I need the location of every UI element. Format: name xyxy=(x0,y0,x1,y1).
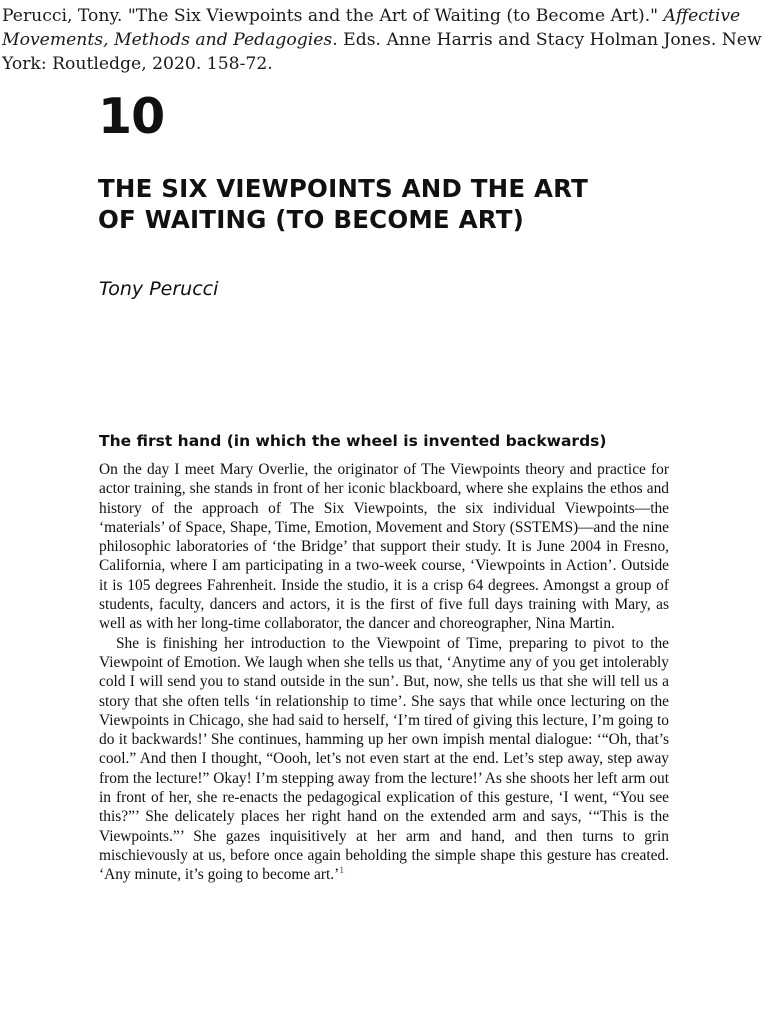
chapter-author: Tony Perucci xyxy=(99,278,219,300)
citation-header xyxy=(2,4,764,76)
section-heading: The first hand (in which the wheel is invented backwards) xyxy=(99,432,607,450)
footnote-link[interactable]: 1 xyxy=(339,866,344,877)
citation-text-end: . Eds. Anne Harris and Stacy Holman Jones. New York: Routledge, 2020. 158-72. xyxy=(2,30,762,74)
chapter-title-line-1: THE SIX VIEWPOINTS AND THE ART xyxy=(98,174,589,203)
chapter-title xyxy=(98,173,698,235)
citation-book-title: Affective Movements, Methods and Pedagogies xyxy=(2,6,741,50)
body-text xyxy=(99,460,669,885)
chapter-title-line-2: OF WAITING (TO BECOME ART) xyxy=(98,205,525,234)
citation-text-start: Perucci, Tony. "The Six Viewpoints and the Art of Waiting (to Become Art)." xyxy=(2,6,664,26)
paragraph-2-text: She is finishing her introduction to the Viewpoint of Time, preparing to pivot to the Viewpoint of Emotion. We laugh when she tells us that, ‘Anytime any of you get intolerably cold I will send you to stand outside in the sun’. But, now, she tells us that she will tell us a story that she often tells ‘in relationship to time’. She says that while once lecturing on the Viewpoints in Chicago, she had said to herself, ‘I’m tired of giving this lecture, I’m going to do it backwards!’ She continues, hamming up her own impish mental dialogue: ‘“Oh, that’s cool.” And then I thought, “Oooh, let’s not even start at the end. Let’s step away, step away from the lecture!” Okay! I’m stepping away from the lecture!’ As she shoots her left arm out in front of her, she re-enacts the pedagogical explication of this gesture, ‘I went, “You see this?”’ She delicately places her right hand on the extended arm and says, ‘“This is the Viewpoints.”’ She gazes inquisitively at her arm and hand, and then turns to grin mischievously at us, before once again beholding the simple shape this gesture has created. ‘Any minute, it’s going to become art.’ xyxy=(99,634,669,884)
paragraph-1: On the day I meet Mary Overlie, the originator of The Viewpoints theory and practice for actor training, she stands in front of her iconic blackboard, where she explains the ethos and history of the approach of The Six Viewpoints, the six individual Viewpoints—the ‘materials’ of Space, Shape, Time, Emotion, Movement and Story (SSTEMS)—and the nine philosophic laboratories of ‘the Bridge’ that support their study. It is June 2004 in Fresno, California, where I am participating in a two-week course, ‘Viewpoints in Action’. Outside it is 105 degrees Fahrenheit. Inside the studio, it is a crisp 64 degrees. Amongst a group of students, faculty, dancers and actors, it is the first of five full days training with Mary, as well as with her long-time collaborator, the dancer and choreographer, Nina Martin. xyxy=(99,461,669,633)
paragraph-2 xyxy=(99,634,669,885)
chapter-number: 10 xyxy=(98,88,165,145)
